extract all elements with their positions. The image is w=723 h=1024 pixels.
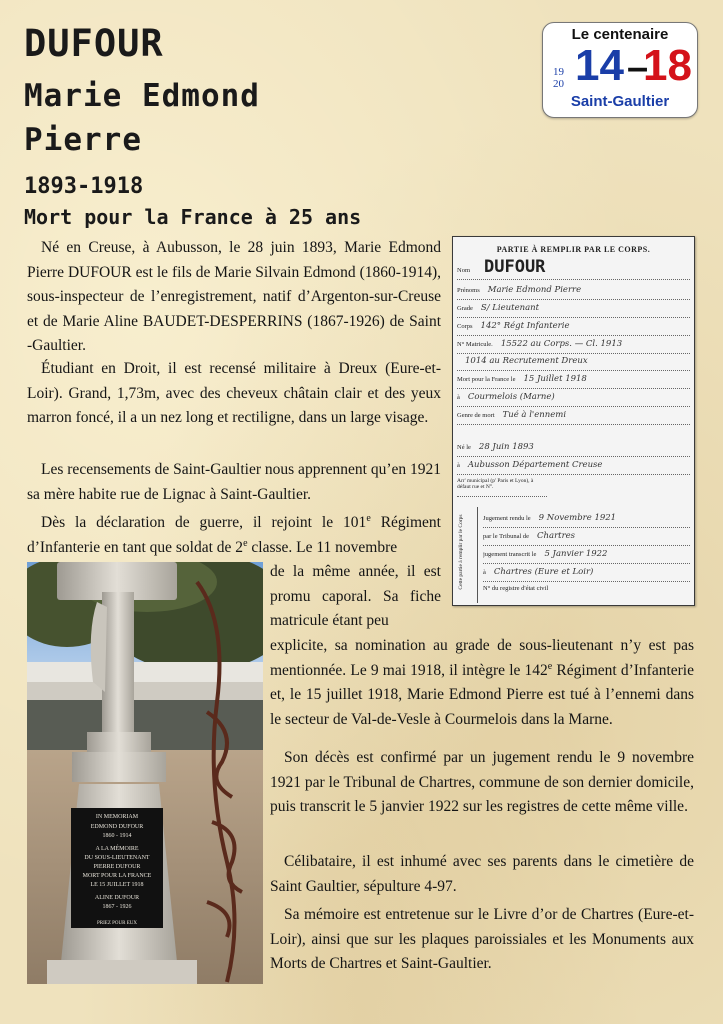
card-row-corps [457,321,690,336]
plaque-line-3: 1860 - 1914 [102,833,132,839]
plaque-line-8: LE 15 JUILLET 1918 [90,882,144,888]
paragraph-birth-text: Né en Creuse, à Aubusson, le 28 juin 1893, Marie Edmond Pierre DUFOUR est le fils de Marie Silvain Edmond (1860-1914), sous-inspecteur de l’enregistrement, natif d’Argenton-sur-Creuse et de Marie Aline BAUDET-DESPERRINS (1867-1926) de Saint -Gaultier. [27,239,441,354]
gravestone-illustration [27,562,263,984]
paragraph-judgement [270,746,694,820]
card-row-arrondissement [457,478,547,497]
card-row-jugement [483,513,690,528]
card-label: Genre de mort [457,412,495,419]
card-label: Mort pour la France le [457,376,516,383]
card-row-mort-a [457,392,690,407]
card-value-nom: DUFOUR [484,257,546,277]
plaque-line-10: 1867 - 1926 [102,904,132,910]
card-value: 1014 au Recrutement Dreux [465,356,588,366]
superscript: e [547,660,553,672]
card-label: Arr' municipal (p' Paris et Lyon), à défaut rue et N°. [457,478,534,490]
card-row-transcrit-a [483,567,690,582]
logo-prefix-20: 20 [553,78,564,90]
card-row-prenoms [457,285,690,300]
card-value: Marie Edmond Pierre [487,285,582,295]
paragraph-census-text: Étudiant en Droit, il est recensé militaire à Dreux (Eure-et-Loir). Grand, 1,73m, avec des cheveux châtain clair et des yeux marron foncé, il a un nez long et rectiligne, dans un large visage. [27,360,441,426]
superscript: e [243,537,248,549]
card-row-tribunal [483,531,690,546]
logo-dash: – [627,47,649,89]
plaque-line-11: PRIEZ POUR EUX [96,921,138,926]
paragraph-mother [27,458,441,507]
death-text-b: Régiment d’Infanterie et, le 15 juillet 1918, Marie Edmond Pierre est tué à l’ennemi dans le secteur de Val-de-Vesle à Courmelois dans la Marne. [270,661,694,728]
logo-top-text: Le centenaire [571,26,669,43]
card-label: à [483,569,486,576]
paragraph-birth [27,236,441,359]
plaque-line-7: MORT POUR LA FRANCE [82,873,152,879]
card-value: Courmelois (Marne) [467,392,555,402]
card-row-mort-le [457,374,690,389]
card-value: 15522 au Corps. — Cl. 1913 [500,339,623,349]
paragraph-judgement-text: Son décès est confirmé par un jugement rendu le 9 novembre 1921 par le Tribunal de Chartres, commune de son dernier domicile, puis transcrit le 5 janvier 1922 sur les registres de cette même ville. [270,749,694,815]
card-value: Tué à l'ennemi [502,410,567,420]
card-row-registre [483,585,690,599]
death-text-a: explicite, sa nomination au grade de sous-lieutenant n’y est pas mentionnée. Le 9 mai 1918, il intègre le 142 [270,637,694,679]
paragraph-burial-text: Célibataire, il est inhumé avec ses parents dans le cimetière de Saint Gaultier, sépulture 4-97. [270,853,694,895]
subtitle: Mort pour la France à 25 ans [24,205,362,229]
plaque-line-2: EDMOND DUFOUR [90,824,144,830]
centenaire-logo [542,22,698,118]
superscript: e [366,512,371,524]
card-row-ne-le [457,442,690,457]
given-names-line2: Pierre [24,122,142,158]
card-value: 15 Juillet 1918 [523,374,587,384]
plaque-line-5: DU SOUS-LIEUTENANT [84,855,150,861]
card-label: Prénoms [457,287,480,294]
card-label: jugement transcrit le [483,551,537,558]
logo-years-prefix [553,66,564,90]
card-label: Jugement rendu le [483,515,531,522]
logo-year-end: 18 [643,41,692,90]
paragraph-war-continued: de la même année, il est promu caporal. Sa fiche matricule étant peu [270,563,441,629]
card-row-nom [457,257,690,280]
paragraph-burial [270,850,694,899]
paragraph-mother-text: Les recensements de Saint-Gaultier nous apprennent qu’en 1921 sa mère habite rue de Lignac à Saint-Gaultier. [27,461,441,503]
logo-bottom-text: Saint-Gaultier [570,93,670,110]
plaque-line-1: IN MEMORIAM [95,814,139,820]
logo-year-start: 14 [575,41,624,90]
card-value: Chartres (Eure et Loir) [493,567,594,577]
paragraph-war-start [27,511,441,560]
card-label: par le Tribunal de [483,533,530,540]
card-side-note: Cette partie à remplir par le Corps [458,514,464,590]
plaque-line-9: ALINE DUFOUR [94,895,140,901]
card-label: Corps [457,323,473,330]
card-divider [477,507,478,603]
card-row-transcrit [483,549,690,564]
card-label: à [457,394,460,401]
gravestone-photo [27,562,263,984]
card-label: Né le [457,444,471,451]
card-value: Chartres [537,531,576,541]
card-label: N° du registre d'état civil [483,585,549,592]
card-label: N° Matricule. [457,341,493,348]
paragraph-memory-text: Sa mémoire est entretenue sur le Livre d’or de Chartres (Eure-et-Loir), ainsi que sur les plaques paroissiales et les Monuments aux Morts de Chartres et Saint-Gaultier. [270,906,694,972]
card-value: 142° Régt Infanterie [480,321,570,331]
military-record-card [452,236,695,606]
war-text-a: Dès la déclaration de guerre, il rejoint le 101 [41,514,367,531]
paragraph-census [27,357,441,431]
card-label: Nom [457,267,470,274]
given-names-line1: Marie Edmond [24,78,260,114]
card-label: Grade [457,305,473,312]
plaque-line-4: A LA MÉMOIRE [95,846,139,852]
surname-heading: DUFOUR [24,22,164,65]
card-value: 5 Janvier 1922 [544,549,608,559]
card-row-recrutement [457,356,690,371]
paragraph-memory [270,903,694,977]
card-row-grade [457,303,690,318]
card-value: Aubusson Département Creuse [467,460,603,470]
card-row-matricule [457,339,690,354]
card-row-genre-mort [457,410,690,425]
war-text-c: classe. Le 11 novembre [247,538,398,556]
paragraph-death [270,634,694,732]
plaque-line-6: PIERRE DUFOUR [93,864,141,870]
card-value: 28 Juin 1893 [478,442,534,452]
card-label: à [457,462,460,469]
card-header: PARTIE À REMPLIR PAR LE CORPS. [496,245,651,254]
life-dates: 1893-1918 [24,174,144,199]
logo-prefix-19: 19 [553,66,564,78]
card-value: S/ Lieutenant [480,303,540,313]
card-row-ne-a [457,460,690,475]
war-text-b: Régiment d’Infanterie en tant que soldat de 2 [27,514,441,556]
card-value: 9 Novembre 1921 [538,513,617,523]
